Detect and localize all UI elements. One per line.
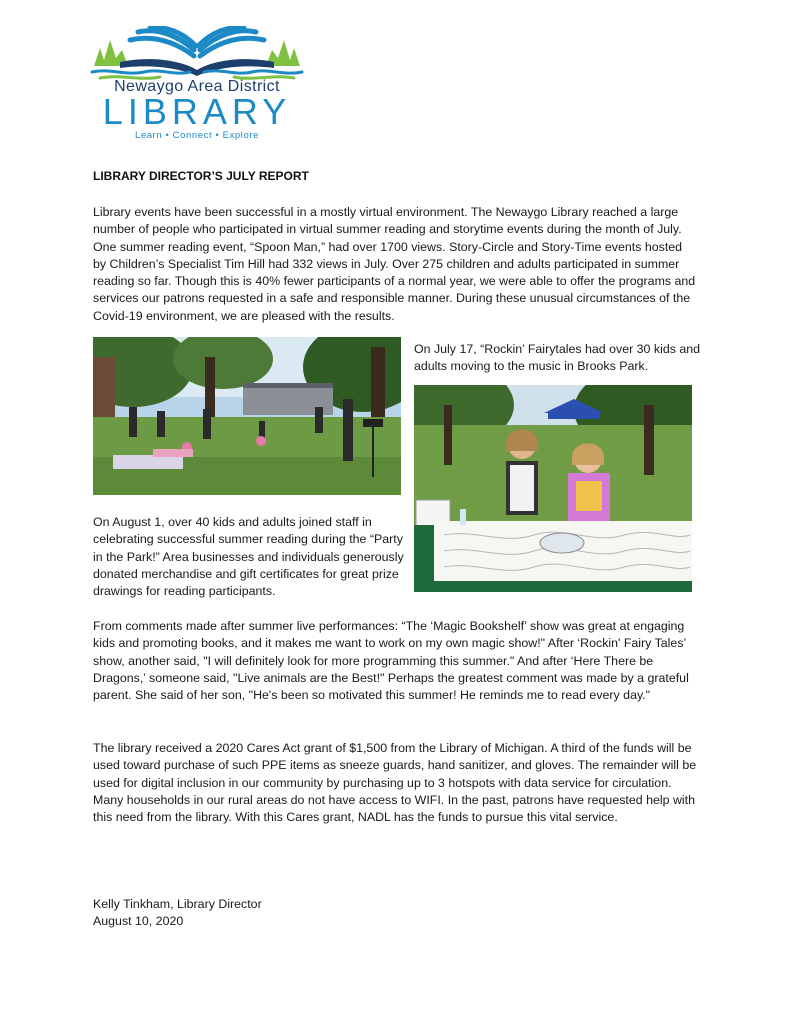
logo-library-word: LIBRARY [102, 91, 292, 132]
paragraph-comments: From comments made after summer live performances: “The ‘Magic Bookshelf’ show was great at engaging kids and promoting books, and it makes me want to work on my own magic show!" After ‘Rockin' Fairy Tales’ show, another said, "I will definitely look for more programming this summer." And after ‘Here There be Dragons,’ someone said, "Live animals are the Best!" Perhaps the greatest comment was made by a grateful parent. She said of her son, "He's been so motivated this summer! He reminds me to read every day." [93, 619, 689, 703]
library-logo [90, 26, 304, 144]
paragraph-virtual-events: Library events have been successful in a mostly virtual environment. The Newaygo Library reached a large number of people who participated in virtual summer reading and storytime events during the month of July. One summer reading event, “Spoon Man,” had over 1700 views. Story-Circle and Story-Time events hosted by Children’s Specialist Tim Hill had 332 views in July. Over 275 children and adults participated in summer reading so far. Though this is 40% fewer participants of a normal year, we were able to offer the programs and services our patrons requested in a safe and responsible manner. During these unusual circumstances of the Covid-19 environment, we are pleased with the results. [93, 205, 696, 323]
caption-rockin-fairytales: On July 17, “Rockin’ Fairytales had over 30 kids and adults moving to the music in Brooks Park. [414, 342, 701, 374]
signature-name: Kelly Tinkham, Library Director [93, 897, 262, 911]
open-book-icon [90, 26, 304, 82]
report-title: LIBRARY DIRECTOR’S JULY REPORT [93, 169, 309, 183]
caption-party-in-the-park: On August 1, over 40 kids and adults joined staff in celebrating successful summer reading during the “Party in the Park!” Area businesses and individuals generously donated merchandise and gift certificates for great prize drawings for reading participants. [93, 515, 404, 599]
park-event-photo [93, 337, 401, 495]
logo-tagline: Learn • Connect • Explore [134, 130, 260, 141]
summer-reading-girls-photo [414, 385, 692, 592]
signature-block [93, 896, 393, 931]
signature-date: August 10, 2020 [93, 914, 184, 929]
paragraph-cares-act-grant: The library received a 2020 Cares Act grant of $1,500 from the Library of Michigan. A third of the funds will be used toward purchase of such PPE items as sneeze guards, hand sanitizer, and gloves. The remainder will be used for digital inclusion in our community by purchasing up to 3 hotspots with data service for circulation. Many households in our rural areas do not have access to WIFI. In the past, patrons have requested help with this need from the library. With this Cares grant, NADL has the funds to pursue this vital service. [93, 741, 697, 825]
logo-org-name: Newaygo Area District [114, 78, 280, 95]
